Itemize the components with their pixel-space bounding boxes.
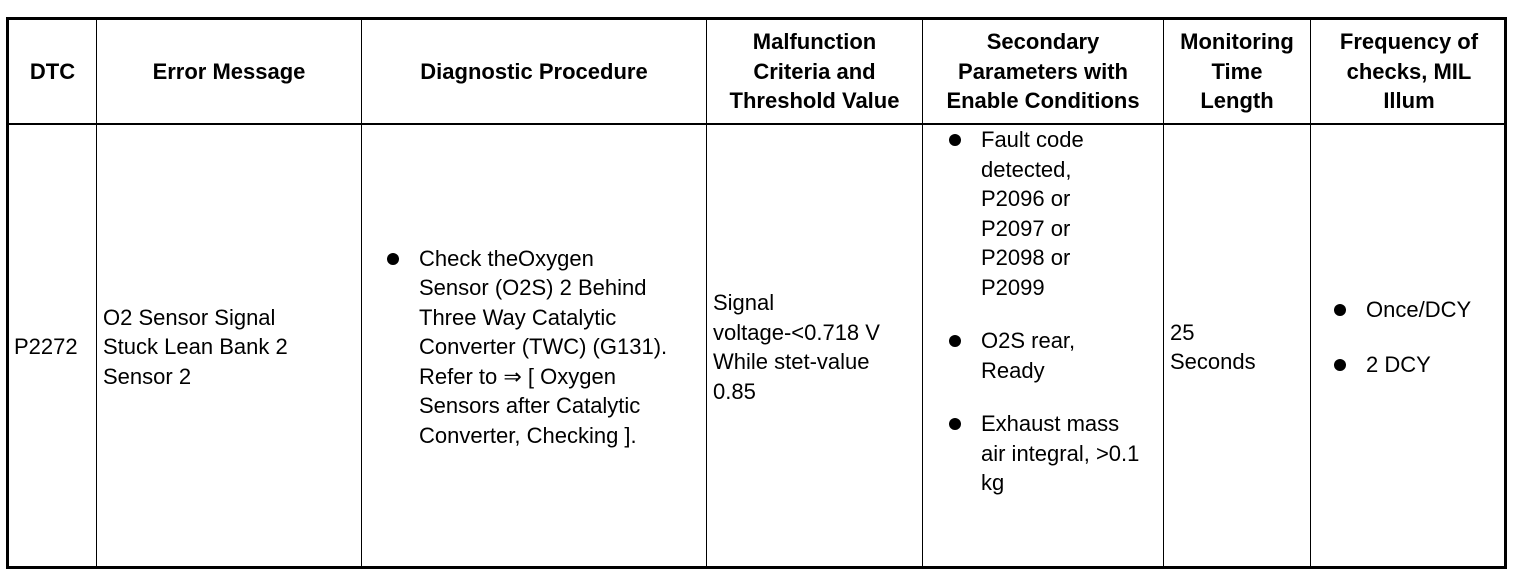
- header-monitoring-time: Monitoring Time Length: [1180, 29, 1294, 114]
- cell-error-message: O2 Sensor Signal Stuck Lean Bank 2 Sensor 2: [103, 304, 288, 389]
- list-item: Fault code detected, P2096 or P2097 or P2098 or P2099: [945, 125, 1163, 302]
- cell-malfunction-criteria: Signal voltage-<0.718 V While stet-value 0.85: [713, 290, 880, 404]
- cell-monitoring-time: 25 Seconds: [1170, 319, 1256, 374]
- header-secondary-parameters: Secondary Parameters with Enable Conditions: [946, 29, 1140, 114]
- list-item: Exhaust mass air integral, >0.1 kg: [945, 409, 1163, 498]
- header-diagnostic-procedure: Diagnostic Procedure: [420, 58, 648, 84]
- list-item: Once/DCY: [1330, 295, 1507, 325]
- cell-frequency: [1311, 125, 1507, 569]
- list-item: Check theOxygen Sensor (O2S) 2 Behind Three Way Catalytic Converter (TWC) (G131). Refer to ⇒ [ Oxygen Sensors after Catalytic Converter, Checking ].: [383, 244, 706, 451]
- header-error-message: Error Message: [152, 58, 306, 84]
- header-frequency: Frequency of checks, MIL Illum: [1339, 29, 1479, 114]
- dtc-table: [6, 17, 1507, 569]
- header-dtc: DTC: [29, 58, 76, 84]
- cell-diagnostic-procedure: [362, 125, 706, 569]
- cell-dtc: P2272: [14, 334, 78, 360]
- header-malfunction-criteria: Malfunction Criteria and Threshold Value: [729, 29, 900, 114]
- cell-secondary-parameters: [923, 125, 1163, 569]
- list-item: O2S rear, Ready: [945, 326, 1163, 385]
- list-item: 2 DCY: [1330, 350, 1507, 380]
